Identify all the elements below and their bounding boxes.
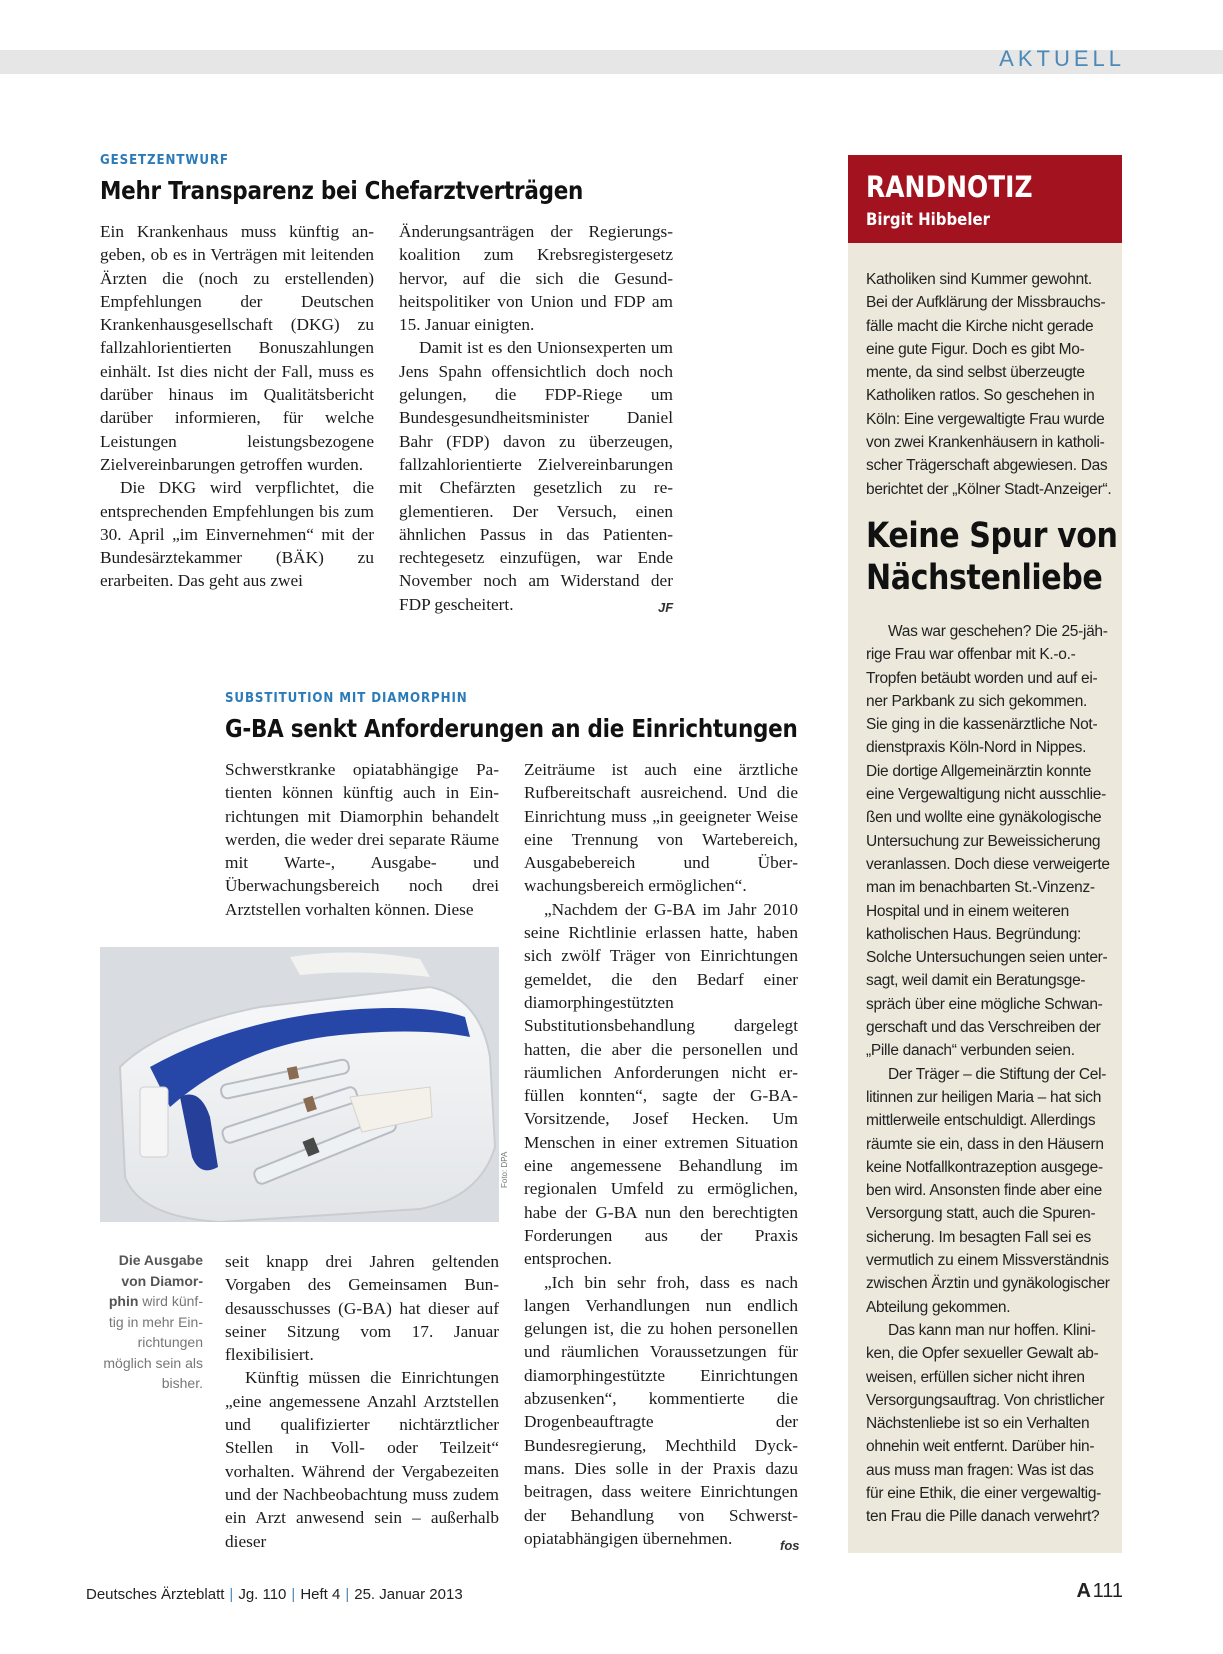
page-value: 111 (1092, 1580, 1123, 1602)
tray-with-syringes-image (100, 947, 499, 1222)
paragraph: Der Träger – die Stiftung der Cellitinnen zur heiligen Maria – hat sich mittlerweile entschuldigt. Allerdings räumte sie ein, dass in den Häusern keine Notfallkontrazeption ausgegeben wird. Ansonsten finde aber eine Versorgung statt, auch die Spurensicherung. Im besagten Fall sei es vermutlich zu einem Missverständnis zwischen Ärztin und gynäkologischer Abteilung gekommen. (866, 1065, 1110, 1316)
article2-column-1-bottom (225, 1250, 499, 1553)
photo-credit: Foto: DPA (500, 1151, 509, 1188)
page-number (1076, 1580, 1123, 1603)
paragraph: Zeiträume ist auch eine ärztliche Rufbereitschaft ausreichend. Und die Einrichtung muss „in geeigneter Weise eine Trennung von Wartebereich, Ausgabebereich und Überwachungsbereich ermöglichen“. (524, 760, 798, 896)
paragraph: „Nachdem der G-BA im Jahr 2010 seine Richtlinie erlassen hatte, haben sich zwölf Träger von Einrichtungen gemeldet, die den Bedarf einer diamorphingestützten Substitutionsbehandlung dargelegt hatten, die aber die personellen und räumlichen Anforderungen nicht erfüllen konnten“, sagte der G-BA-Vorsitzende, Josef Hecken. Um Menschen in einer extremen Situation eine angemessene Behandlung im regionalen Umfeld zu ermöglichen, habe der G-BA nun den berechtigten Forderungen aus der Praxis entsprochen. (524, 899, 798, 1269)
caption-text: wird künftig in mehr Einrichtungen möglich sein als bisher. (103, 1293, 203, 1391)
journal-name: Deutsches Ärzteblatt (86, 1586, 225, 1603)
sidebar-body (866, 620, 1112, 1529)
date: 25. Januar 2013 (354, 1586, 463, 1603)
paragraph: Das kann man nur hoffen. Kliniken, die Opfer sexueller Gewalt abweisen, erfüllen sicher nicht ihren Versorgungsauftrag. Von christlicher Nächstenliebe ist so ein Verhalten ohnehin weit entfernt. Darüber hinaus muss man fragen: Was ist das für eine Ethik, die einer vergewaltigten Frau die Pille danach verwehrt? (866, 1321, 1105, 1526)
issue: Heft 4 (300, 1586, 341, 1603)
paragraph: Was war geschehen? Die 25-jährige Frau war offenbar mit K.-o.-Tropfen betäubt worden und auf einer Parkbank zu sich gekommen. Sie ging in die kassenärztliche Notdienstpraxis Köln-Nord in Nippes. Die dortige Allgemeinärztin konnte eine Vergewaltigung nicht ausschließen und wollte eine gynäkologische Untersuchung zur Beweissicherung veranlassen. Doch diese verweigerte man im benachbarten St.-Vinzenz-Hospital und in einem weiteren katholischen Haus. Begründung: Solche Untersuchungen seien untersagt, weil damit ein Beratungsgespräch über eine mögliche Schwangerschaft und das Verschreiben der „Pille danach“ verbunden seien. (866, 623, 1110, 1060)
article1-column-1 (100, 220, 374, 593)
separator: | (291, 1586, 296, 1603)
paragraph: „Ich bin sehr froh, dass es nach langen Verhandlungen nun endlich gelungen ist, die zu hohen personellen und räumlichen Voraussetzungen für diamorphingestützte Einrichtungen abzusenken“, kommentierte die Drogenbeauftragte der Bundesregierung, Mechthild Dyckmans. Dies solle in der Praxis dazu beitragen, dass weitere Einrichtungen der Behandlung von Schwerstopiatabhängigen übernehmen. (524, 1272, 798, 1548)
volume: Jg. 110 (238, 1586, 287, 1603)
article1-kicker: GESETZENTWURF (100, 152, 229, 168)
page-prefix: A (1076, 1580, 1091, 1602)
article1-column-2 (399, 220, 673, 616)
article2-signature: fos (780, 1538, 800, 1553)
separator: | (345, 1586, 350, 1603)
paragraph: Schwerstkranke opiatabhängige Patienten können künftig auch in Einrichtungen mit Diamorphin behandelt werden, die weder drei separate Räume mit Warte-, Ausgabe- und Überwachungsbereich noch drei Arztstellen vorhalten können. Diese (225, 760, 499, 919)
photo-caption (100, 1250, 203, 1394)
paragraph: Damit ist es den Unionsexperten um Jens Spahn offensichtlich doch noch gelungen, die FDP-Riege um Bundesgesundheitsminister Daniel Bahr (FDP) davon zu überzeugen, fallzahlorientierte Zielvereinbarungen mit Chefärzten gesetzlich zu reglementieren. Der Versuch, einen ähnlichen Passus in das Patientenrechtegesetz einzufügen, war Ende November noch am Widerstand der FDP gescheitert. (399, 338, 673, 614)
paragraph: Ein Krankenhaus muss künftig angeben, ob es in Verträgen mit leitenden Ärzten die (noch zu erstellenden) Empfehlungen der Deutschen Krankenhausgesellschaft (DKG) zu fallzahlorientierten Bonuszahlungen einhält. Ist dies nicht der Fall, muss es darüber hinaus im Qualitätsbericht darüber informieren, für welche Leistungen leistungsbezogene Zielvereinbarungen getroffen wurden. (100, 222, 374, 474)
sidebar-headline: Keine Spur von Nächstenliebe (866, 516, 1118, 598)
paragraph: Künftig müssen die Einrichtungen „eine angemessene Anzahl Arztstellen und qualifizierter nichtärztlicher Stellen in Voll- oder Teilzeit“ vorhalten. Während der Vergabezeiten und der Nachbeobachtung muss zudem ein Arzt anwesend sein – außerhalb dieser (225, 1368, 499, 1551)
caption-bold: Die Ausgabe von Diamorphin (108, 1252, 203, 1309)
sidebar-title: RANDNOTIZ (866, 170, 1033, 204)
separator: | (229, 1586, 234, 1603)
article1-signature: JF (658, 600, 674, 615)
article2-column-1-top (225, 758, 499, 921)
footer (86, 1586, 463, 1603)
article2-column-2 (524, 758, 798, 1550)
sidebar-intro (866, 268, 1112, 501)
paragraph: Katholiken sind Kummer gewohnt. Bei der Aufklärung der Missbrauchsfälle macht die Kirche nicht gerade eine gute Figur. Doch es gibt Momente, da sind selbst überzeugte Katholiken ratlos. So geschehen in Köln: Eine vergewaltigte Frau wurde von zwei Krankenhäusern in katholischer Trägerschaft abgewiesen. Das berichtet der „Kölner Stadt-Anzeiger“. (866, 271, 1112, 498)
article2-headline: G-BA senkt Anforderungen an die Einrichtungen (225, 714, 798, 743)
article2-kicker: SUBSTITUTION MIT DIAMORPHIN (225, 690, 468, 706)
paragraph: Die DKG wird verpflichtet, die entsprechenden Empfehlungen bis zum 30. April „im Einvernehmen“ mit der Bundesärztekammer (BÄK) zu erarbeiten. Das geht aus zwei (100, 478, 374, 591)
section-label: AKTUELL (999, 46, 1125, 71)
article1-headline: Mehr Transparenz bei Chefarztverträgen (100, 176, 584, 205)
article-photo (100, 947, 499, 1222)
paragraph: Änderungsanträgen der Regierungskoalition zum Krebsregistergesetz hervor, auf die sich die Gesundheitspolitiker von Union und FDP am 15. Januar einigten. (399, 222, 673, 335)
sidebar-author: Birgit Hibbeler (866, 210, 990, 230)
paragraph: seit knapp drei Jahren geltenden Vorgaben des Gemeinsamen Bundesausschusses (G-BA) hat dieser auf seiner Sitzung vom 17. Januar flexibilisiert. (225, 1252, 499, 1365)
